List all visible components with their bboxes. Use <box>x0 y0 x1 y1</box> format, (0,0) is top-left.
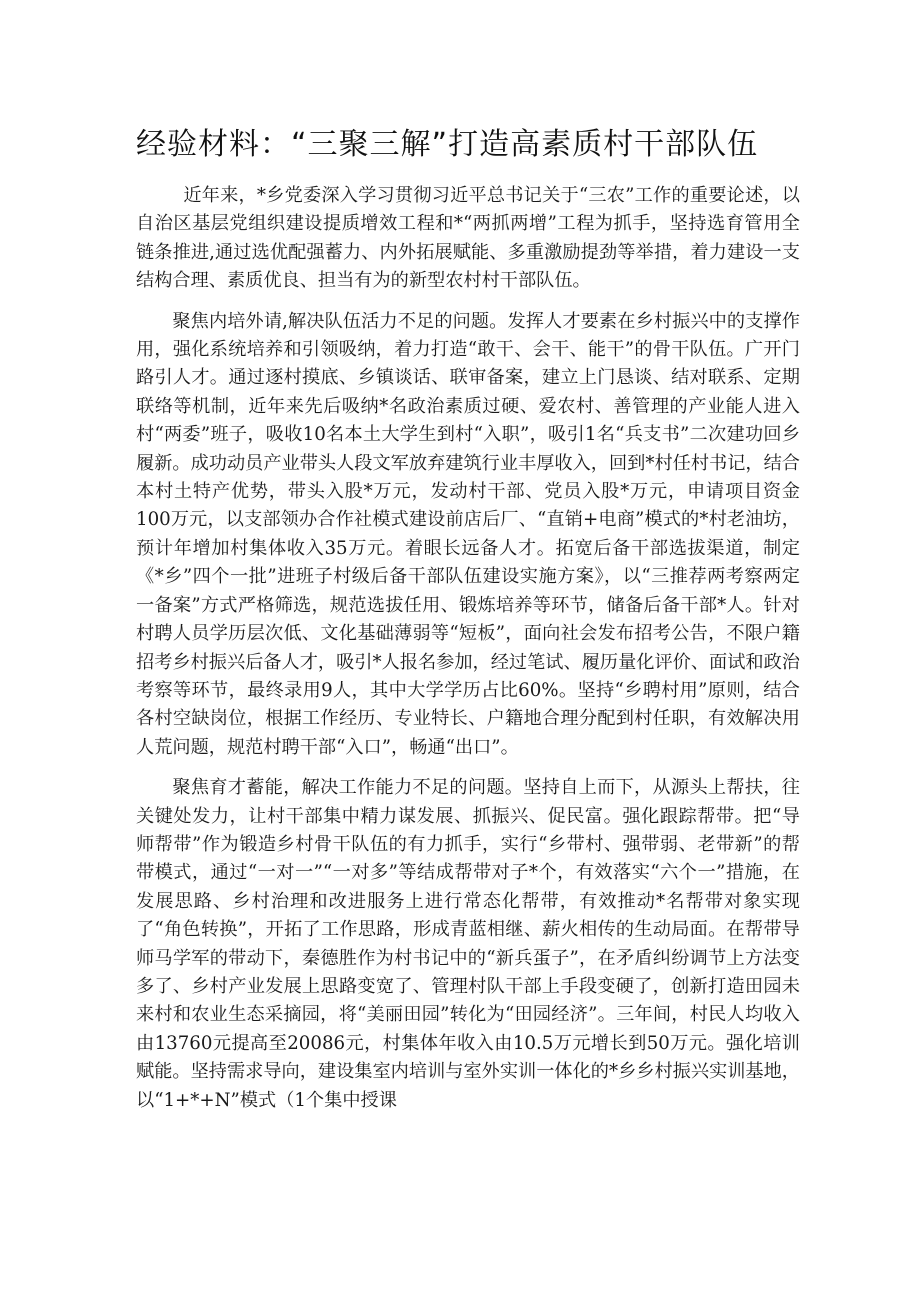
paragraph-intro: 近年来，*乡党委深入学习贯彻习近平总书记关于“三农”工作的重要论述，以自治区基层党组织建设提质增效工程和*“两抓两增”工程为抓手，坚持选育管用全链条推进,通过选优配强蓄力、内外拓展赋能、多重激励提劲等举措，着力建设一支结构合理、素质优良、担当有为的新型农村村干部队伍。 <box>136 185 800 292</box>
paragraph-recruit: 聚焦内培外请,解决队伍活力不足的问题。发挥人才要素在乡村振兴中的支撑作用，强化系统培养和引领吸纳，着力打造“敢干、会干、能干”的骨干队伍。广开门路引人才。通过逐村摸底、乡镇谈话、联审备案，建立上门恳谈、结对联系、定期联络等机制，近年来先后吸纳*名政治素质过硬、爱农村、善管理的产业能人进入村“两委”班子，吸收10名本土大学生到村“入职”，吸引1名“兵支书”二次建功回乡履新。成功动员产业带头人段文军放弃建筑行业丰厚收入，回到*村任村书记，结合本村土特产优势，带头入股*万元，发动村干部、党员入股*万元，申请项目资金100万元，以支部领办合作社模式建设前店后厂、“直销+电商”模式的*村老油坊，预计年增加村集体收入35万元。着眼长远备人才。拓宽后备干部选拔渠道，制定《*乡”四个一批”进班子村级后备干部队伍建设实施方案》，以“三推荐两考察两定一备案”方式严格筛选，规范选拔任用、锻炼培养等环节，储备后备干部*人。针对村聘人员学历层次低、文化基础薄弱等“短板”，面向社会发布招考公告，不限户籍招考乡村振兴后备人才，吸引*人报名参加，经过笔试、履历量化评价、面试和政治考察等环节，最终录用9人，其中大学学历占比60%。坚持“乡聘村用”原则，结合各村空缺岗位，根据工作经历、专业特长、户籍地合理分配到村任职，有效解决用人荒问题，规范村聘干部“入口”，畅通“出口”。 <box>136 310 800 758</box>
document-title: 经验材料：“三聚三解”打造高素质村干部队伍 <box>136 127 759 162</box>
document-body <box>136 182 800 1115</box>
paragraph-training: 聚焦育才蓄能，解决工作能力不足的问题。坚持自上而下，从源头上帮扶，往关键处发力，让村干部集中精力谋发展、抓振兴、促民富。强化跟踪帮带。把“导师帮带”作为锻造乡村骨干队伍的有力抓手，实行“乡带村、强带弱、老带新”的帮带模式，通过“一对一”“一对多”等结成帮带对子*个，有效落实“六个一”措施，在发展思路、乡村治理和改进服务上进行常态化帮带，有效推动*名帮带对象实现了“角色转换”，开拓了工作思路，形成青蓝相继、薪火相传的生动局面。在帮带导师马学军的带动下，秦德胜作为村书记中的“新兵蛋子”，在矛盾纠纷调节上方法变多了、乡村产业发展上思路变宽了、管理村队干部上手段变硬了，创新打造田园未来村和农业生态采摘园，将“美丽田园”转化为“田园经济”。三年间，村民人均收入由13760元提高至20086元，村集体年收入由10.5万元增长到50万元。强化培训赋能。坚持需求导向，建设集室内培训与室外实训一体化的*乡乡村振兴实训基地，以“1+*+N”模式（1个集中授课 <box>136 777 800 1111</box>
